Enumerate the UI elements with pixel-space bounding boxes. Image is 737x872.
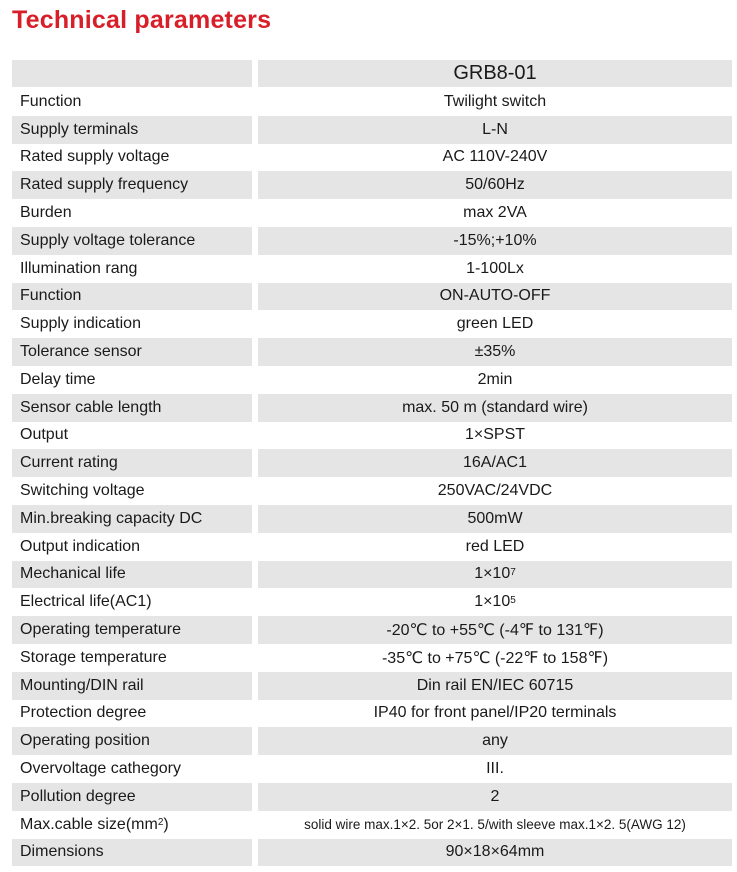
table-row [12, 338, 732, 366]
parameter-value: -20℃ to +55℃ (-4℉ to 131℉) [258, 616, 732, 644]
parameter-value: 1×10 $^7$ [258, 561, 732, 589]
parameter-label: Delay time [20, 370, 96, 388]
table-row [12, 366, 732, 394]
parameter-value: red LED [465, 537, 525, 555]
parameter-label: Current rating [12, 449, 252, 477]
parameter-label: Operating temperature [12, 616, 252, 644]
header-label-cell [12, 60, 252, 87]
parameter-value: 50/60Hz [258, 171, 732, 199]
parameter-value: solid wire max.1×2. 5or 2×1. 5/with sleeve max.1×2. 5(AWG 12) [304, 817, 686, 833]
table-row [12, 533, 732, 561]
parameter-label: Overvoltage cathegory [20, 760, 181, 778]
table-row [12, 505, 732, 533]
table-row [12, 171, 732, 199]
parameter-value: max. 50 m (standard wire) [258, 394, 732, 422]
table-row [12, 283, 732, 311]
parameter-label: Illumination rang [20, 259, 138, 277]
table-row [12, 727, 732, 755]
parameter-value: L-N [258, 116, 732, 144]
table-row [12, 199, 732, 227]
parameter-value: AC 110V-240V [442, 148, 548, 166]
table-row [12, 310, 732, 338]
parameter-label: Rated supply frequency [12, 171, 252, 199]
parameter-label: Storage temperature [20, 648, 167, 666]
parameter-label: Electrical life(AC1) [20, 593, 152, 611]
parameter-label: Rated supply voltage [20, 148, 170, 166]
parameter-value: III. [486, 760, 504, 778]
table-row [12, 783, 732, 811]
parameter-value: 1×10 $^5$ [474, 593, 516, 611]
table-row [12, 700, 732, 728]
table-row [12, 811, 732, 839]
table-body [12, 88, 732, 866]
parameter-value: 16A/AC1 [258, 449, 732, 477]
table-row [12, 255, 732, 283]
parameter-value: any [258, 727, 732, 755]
parameter-value: Twilight switch [443, 92, 547, 110]
parameter-value: -35℃ to +75℃ (-22℉ to 158℉) [381, 649, 609, 667]
parameter-label: Function [12, 283, 252, 311]
table-row [12, 116, 732, 144]
parameter-label: Pollution degree [12, 783, 252, 811]
parameter-value: ±35% [258, 338, 732, 366]
table-row [12, 644, 732, 672]
parameter-value: 500mW [258, 505, 732, 533]
parameter-label: Supply terminals [12, 116, 252, 144]
parameter-label: Max.cable size(mm $^2$ ) [20, 815, 169, 833]
parameter-value: max 2VA [463, 204, 527, 222]
parameter-label: Output indication [20, 537, 141, 555]
table-row [12, 616, 732, 644]
parameter-value: 2min [477, 370, 513, 388]
table-row [12, 672, 732, 700]
parameter-value: ON-AUTO-OFF [258, 283, 732, 311]
table-row [12, 561, 732, 589]
parameter-label: Dimensions [12, 839, 252, 867]
parameter-label: Supply indication [20, 315, 141, 333]
parameter-label: Mechanical life [12, 561, 252, 589]
table-row [12, 839, 732, 867]
parameter-value: 1×SPST [464, 426, 526, 444]
parameter-label: Output [20, 426, 69, 444]
parameter-value: green LED [456, 315, 534, 333]
parameter-label: Tolerance sensor [12, 338, 252, 366]
parameters-table [12, 60, 732, 866]
parameter-value: 2 [258, 783, 732, 811]
parameter-label: Function [20, 92, 82, 110]
table-row [12, 477, 732, 505]
page-title: Technical parameters [12, 6, 272, 34]
parameter-value: 90×18×64mm [258, 839, 732, 867]
table-row [12, 88, 732, 116]
model-name: GRB8-01 [258, 60, 732, 87]
table-row [12, 144, 732, 172]
parameter-value: 1-100Lx [466, 259, 524, 277]
parameter-value: IP40 for front panel/IP20 terminals [373, 704, 617, 722]
table-row [12, 422, 732, 450]
table-row [12, 588, 732, 616]
table-row [12, 227, 732, 255]
parameter-label: Burden [20, 204, 72, 222]
table-row [12, 755, 732, 783]
parameter-label: Sensor cable length [12, 394, 252, 422]
parameter-value: Din rail EN/IEC 60715 [258, 672, 732, 700]
parameter-label: Switching voltage [20, 482, 145, 500]
parameter-label: Operating position [12, 727, 252, 755]
parameter-label: Protection degree [20, 704, 147, 722]
parameter-label: Mounting/DIN rail [12, 672, 252, 700]
parameter-value: 250VAC/24VDC [437, 482, 553, 500]
parameter-label: Supply voltage tolerance [12, 227, 252, 255]
table-row [12, 394, 732, 422]
table-row [12, 449, 732, 477]
table-header-row [12, 60, 732, 87]
parameter-label: Min.breaking capacity DC [12, 505, 252, 533]
parameter-value: -15%;+10% [258, 227, 732, 255]
